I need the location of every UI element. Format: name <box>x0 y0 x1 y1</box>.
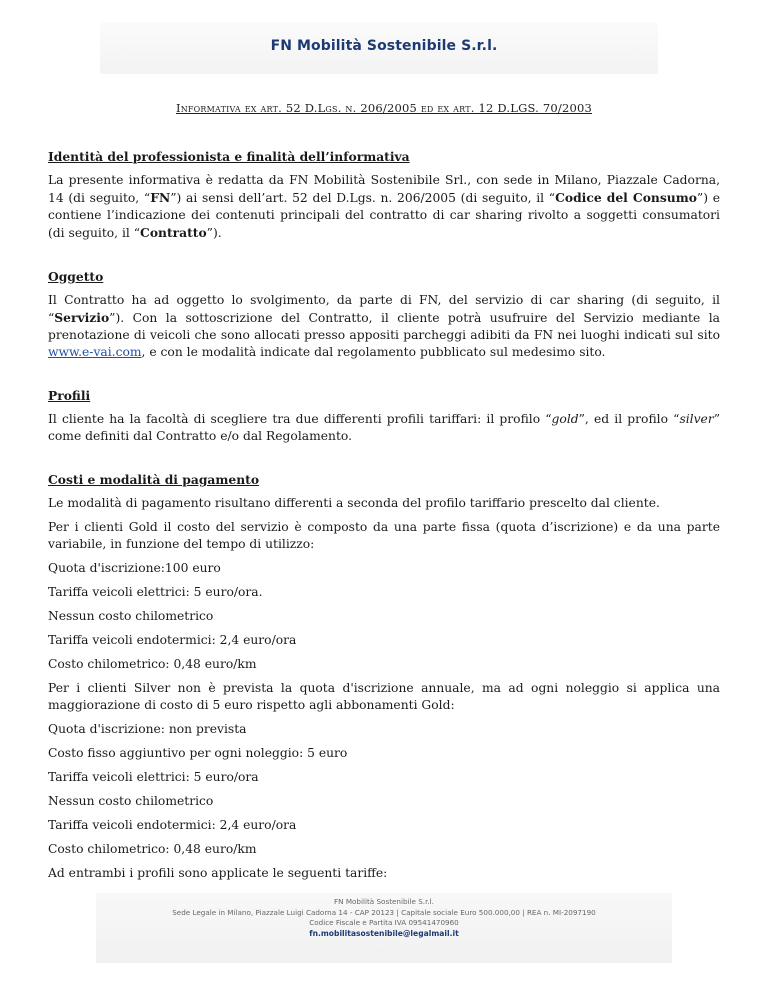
paragraph <box>48 172 720 242</box>
defined-term: FN <box>150 190 171 205</box>
gold-tariff-list <box>48 560 720 673</box>
text-run: ”). <box>206 226 222 240</box>
paragraph: Ad entrambi i profili sono applicate le seguenti tariffe: <box>48 866 388 880</box>
section-heading: Costi e modalità di pagamento <box>48 472 260 487</box>
tariff-line: Nessun costo chilometrico <box>48 794 214 808</box>
tariff-line: Costo chilometrico: 0,48 euro/km <box>48 842 257 856</box>
text-run: ”, ed il profilo “ <box>578 412 680 426</box>
section-heading: Identità del professionista e finalità dell’informativa <box>48 149 410 164</box>
section-identita <box>48 148 720 242</box>
text-run: ” come definiti dal Contratto e/o dal Regolamento. <box>48 412 721 443</box>
tariff-line: Nessun costo chilometrico <box>48 609 214 623</box>
text-run: Il cliente ha la facoltà di scegliere tra due differenti profili tariffari: il profilo “ <box>48 412 552 426</box>
text-run: ”) e contiene l’indicazione dei contenuti principali del contratto di car sharing rivolto a soggetti consumatori (di seguito, il “ <box>48 191 720 240</box>
paragraph <box>48 292 720 361</box>
tariff-line: Tariffa veicoli endotermici: 2,4 euro/ora <box>48 818 297 832</box>
defined-term: Servizio <box>54 310 110 325</box>
tariff-line: Costo fisso aggiuntivo per ogni noleggio: 5 euro <box>48 746 348 760</box>
document-title: Informativa ex art. 52 D.Lgs. n. 206/2005 ed ex art. 12 D.LGS. 70/2003 <box>175 101 593 115</box>
text-run: Il Contratto ha ad oggetto lo svolgimento, da parte di FN, del servizio di car sharing (di seguito, il “ <box>48 293 720 325</box>
paragraph <box>48 411 720 445</box>
tariff-line: Quota d'iscrizione:100 euro <box>48 561 221 575</box>
footer-email[interactable]: fn.mobilitasostenibile@legalmail.it <box>309 928 459 938</box>
tariff-line: Tariffa veicoli endotermici: 2,4 euro/ora <box>48 633 297 647</box>
company-name: FN Mobilità Sostenibile S.r.l. <box>270 38 498 54</box>
section-costi <box>48 471 720 882</box>
tariff-line: Costo chilometrico: 0,48 euro/km <box>48 657 257 671</box>
profile-term: silver <box>679 412 714 426</box>
website-link[interactable]: www.e-vai.com <box>48 345 142 359</box>
profile-term: gold <box>551 412 579 426</box>
paragraph: Per i clienti Gold il costo del servizio è composto da una parte fissa (quota d’iscrizione) e da una parte variabile, in funzione del tempo di utilizzo: <box>48 520 720 551</box>
section-profili <box>48 387 720 445</box>
text-run: , e con le modalità indicate dal regolamento pubblicato sul medesimo sito. <box>141 345 606 359</box>
paragraph: Le modalità di pagamento risultano differenti a seconda del profilo tariffario prescelto dal cliente. <box>48 496 660 510</box>
tariff-line: Tariffa veicoli elettrici: 5 euro/ora. <box>48 585 263 599</box>
footer-address: Sede Legale in Milano, Piazzale Luigi Cadorna 14 - CAP 20123 | Capitale sociale Euro 500.000,00 | REA n. MI-2097190 <box>172 907 596 917</box>
page-footer <box>0 897 768 939</box>
document-body <box>48 148 720 889</box>
footer-company: FN Mobilità Sostenibile S.r.l. <box>334 897 434 906</box>
text-run: ”). Con la sottoscrizione del Contratto, il cliente potrà usufruire del Servizio mediante la prenotazione di veicoli che sono allocati presso appositi parcheggi adibiti da FN nei luoghi indicati sul sito <box>48 311 720 342</box>
footer-tax-id: Codice Fiscale e Partita IVA 09541470960 <box>309 918 459 927</box>
section-oggetto <box>48 268 720 361</box>
text-run: ”) ai sensi dell’art. 52 del D.Lgs. n. 206/2005 (di seguito, il “ <box>170 191 556 205</box>
section-heading: Profili <box>48 388 91 403</box>
tariff-line: Quota d'iscrizione: non prevista <box>48 722 247 736</box>
section-heading: Oggetto <box>48 269 104 284</box>
defined-term: Contratto <box>140 225 207 240</box>
silver-tariff-list <box>48 721 720 858</box>
defined-term: Codice del Consumo <box>555 190 697 205</box>
tariff-line: Tariffa veicoli elettrici: 5 euro/ora <box>48 770 259 784</box>
text-run: La presente informativa è redatta da FN Mobilità Sostenibile Srl., con sede in Milano, Piazzale Cadorna, 14 (di seguito, “ <box>48 173 720 205</box>
paragraph: Per i clienti Silver non è prevista la quota d'iscrizione annuale, ma ad ogni noleggio si applica una maggiorazione di costo di 5 euro rispetto agli abbonamenti Gold: <box>48 681 720 712</box>
